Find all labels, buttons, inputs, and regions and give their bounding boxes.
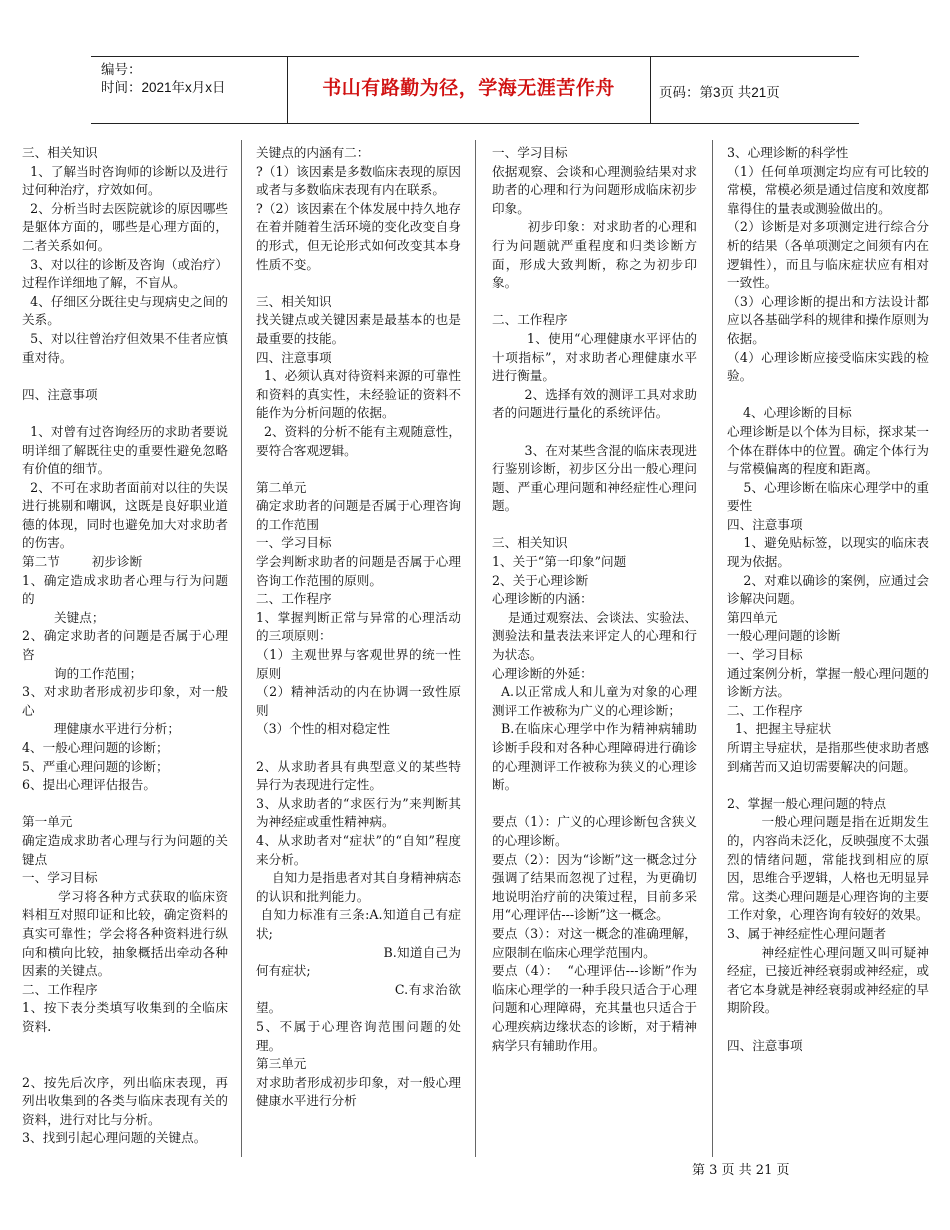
text-paragraph: 对求助者形成初步印象，对一般心理健康水平进行分析 bbox=[256, 1074, 461, 1109]
text-paragraph: 1、关于“第一印象”问题 bbox=[492, 554, 627, 570]
text-paragraph: 3、心理诊断的科学性 bbox=[727, 145, 849, 160]
text-paragraph: 第二节 初步诊断 bbox=[22, 554, 143, 570]
text-paragraph: 4、心理诊断的目标 bbox=[727, 405, 852, 421]
column-divider bbox=[712, 140, 713, 1157]
text-paragraph: 4、仔细区分既往史与现病史之间的关系。 bbox=[22, 293, 228, 328]
text-paragraph bbox=[727, 386, 929, 405]
text-paragraph: 2、分析当时去医院就诊的原因哪些是躯体方面的，哪些是心理方面的，二者关系如何。 bbox=[22, 200, 228, 253]
text-paragraph: 要点（3）：对这一概念的准确理解，应限制在临床心理学范围内。 bbox=[492, 925, 697, 960]
column-divider bbox=[241, 140, 242, 1157]
text-paragraph: 要点（4）： “心理评估---诊断”作为临床心理学的一种手段只适合于心理问题和心理障碍，充其量也只适合于心理疾病边缘状态的诊断，对于精神病学只有辅助作用。 bbox=[492, 963, 697, 1053]
text-paragraph: 2、选择有效的测评工具对求助者的问题进行量化的系统评估。 bbox=[492, 386, 697, 421]
text-paragraph: B.知道自己为何有症状; bbox=[256, 944, 461, 979]
text-paragraph: 三、相关知识 bbox=[256, 293, 332, 309]
text-paragraph bbox=[256, 274, 461, 293]
text-paragraph: （4）心理诊断应接受临床实践的检验。 bbox=[727, 349, 929, 384]
text-paragraph: 2、掌握一般心理问题的特点 bbox=[727, 795, 887, 811]
text-paragraph: 二、工作程序 bbox=[492, 312, 568, 328]
text-paragraph: 一、学习目标 bbox=[256, 535, 332, 551]
text-paragraph bbox=[256, 460, 461, 479]
text-paragraph: 1、必须认真对待资料来源的可靠性和资料的真实性，未经验证的资料不能作为分析问题的依据。 bbox=[256, 368, 461, 421]
text-paragraph: 1、按下表分类填写收集到的全临床资料. bbox=[22, 1000, 228, 1034]
text-paragraph bbox=[727, 776, 929, 795]
text-paragraph: 一般心理问题的诊断 bbox=[727, 628, 841, 644]
text-paragraph bbox=[22, 795, 228, 814]
page-header bbox=[91, 56, 859, 124]
text-paragraph: 是通过观察法、会谈法、实验法、测验法和量表法来评定人的心理和行为状态。 bbox=[492, 609, 697, 663]
text-paragraph bbox=[22, 367, 228, 386]
text-paragraph: 确定求助者的问题是否属于心理咨询的工作范围 bbox=[256, 498, 461, 532]
text-paragraph: 确定造成求助者心理与行为问题的关键点 bbox=[22, 832, 228, 867]
text-paragraph: 一、学习目标 bbox=[22, 870, 98, 886]
text-paragraph: 第二单元 bbox=[256, 479, 307, 495]
page-label: 页码：第3页 共21页 bbox=[659, 85, 780, 100]
text-paragraph: 二、工作程序 bbox=[727, 702, 803, 718]
text-paragraph: 关键点的内涵有二： bbox=[256, 145, 370, 160]
text-paragraph: 四、注意事项 bbox=[727, 516, 803, 532]
text-paragraph: 学习将各种方式获取的临床资料相互对照印证和比较，确定资料的真实可靠性；学会将各种资料进行纵向和横向比较，抽象概括出牵动各种因素的关键点。 bbox=[22, 888, 229, 979]
text-paragraph: 三、相关知识 bbox=[22, 145, 98, 160]
text-paragraph bbox=[22, 1037, 228, 1056]
header-meta bbox=[101, 61, 226, 97]
text-column-3 bbox=[492, 144, 697, 1055]
text-paragraph: 询的工作范围； bbox=[22, 665, 143, 681]
text-paragraph: 理健康水平进行分析； bbox=[22, 721, 180, 737]
text-paragraph: 1、掌握判断正常与异常的心理活动的三项原则： bbox=[256, 609, 461, 644]
text-paragraph: 要点（1）：广义的心理诊断包含狭义的心理诊断。 bbox=[492, 814, 697, 848]
header-divider bbox=[650, 57, 651, 123]
text-paragraph: 2、确定求助者的问题是否属于心理咨 bbox=[22, 628, 228, 663]
text-paragraph: 5、心理诊断在临床心理学中的重要性 bbox=[727, 479, 930, 514]
text-paragraph: 3、从求助者的“求医行为”来判断其为神经症或重性精神病。 bbox=[256, 795, 461, 830]
text-paragraph: 2、关于心理诊断 bbox=[492, 572, 589, 588]
text-paragraph: 2、资料的分析不能有主观随意性，要符合客观逻辑。 bbox=[256, 423, 461, 458]
text-paragraph: 1、了解当时咨询师的诊断以及进行过何种治疗，疗效如何。 bbox=[22, 163, 228, 198]
text-paragraph: （1）主观世界与客观世界的统一性原则 bbox=[256, 647, 461, 681]
text-paragraph: 1、避免贴标签，以现实的临床表现为依据。 bbox=[727, 535, 930, 570]
text-paragraph bbox=[22, 404, 228, 423]
text-column-4 bbox=[727, 144, 929, 1055]
text-paragraph: 一般心理问题是指在近期发生的，内容尚未泛化，反映强度不太强烈的情绪问题，常能找到相应的原因，思维合乎逻辑，人格也无明显异常。这类心理问题是心理咨询的主要工作对象，心理咨询有较好的效果。 bbox=[727, 814, 929, 923]
text-paragraph: 3、对求助者形成初步印象，对一般心 bbox=[22, 684, 228, 718]
text-paragraph: 找关键点或关键因素是最基本的也是最重要的技能。 bbox=[256, 312, 461, 346]
text-column-1 bbox=[22, 144, 228, 1148]
number-label: 编号： bbox=[101, 62, 142, 77]
text-paragraph: 3、对以往的诊断及咨询（或治疗）过程作详细地了解，不盲从。 bbox=[22, 256, 228, 291]
text-paragraph: 二、工作程序 bbox=[22, 981, 98, 997]
text-paragraph bbox=[492, 516, 697, 535]
text-paragraph bbox=[256, 739, 461, 758]
text-paragraph bbox=[492, 423, 697, 442]
text-paragraph: （3）心理诊断的提出和方法设计都应以各基础学科的规律和操作原则为依据。 bbox=[727, 293, 929, 346]
text-paragraph: C.有求治欲望。 bbox=[256, 981, 461, 1016]
text-paragraph: 心理诊断的外延： bbox=[492, 665, 593, 681]
text-paragraph: 依据观察、会谈和心理测验结果对求助者的心理和行为问题形成临床初步印象。 bbox=[492, 163, 697, 216]
time-label: 时间：2021年x月x日 bbox=[101, 80, 226, 95]
text-paragraph: 2、从求助者具有典型意义的某些特异行为表现进行定性。 bbox=[256, 758, 461, 793]
text-paragraph: 三、相关知识 bbox=[492, 535, 568, 551]
text-paragraph: 5、严重心理问题的诊断； bbox=[22, 758, 169, 774]
page-footer: 第 3 页 共 21 页 bbox=[692, 1163, 790, 1178]
text-paragraph: 3、属于神经症性心理问题者 bbox=[727, 925, 887, 941]
text-paragraph: 一、学习目标 bbox=[727, 647, 803, 663]
text-paragraph: 5、不属于心理咨询范围问题的处理。 bbox=[256, 1018, 461, 1053]
text-paragraph: 第三单元 bbox=[256, 1056, 307, 1072]
text-paragraph: 第四单元 bbox=[727, 609, 778, 625]
text-paragraph: 1、把握主导症状 bbox=[727, 721, 832, 737]
text-paragraph: 一、学习目标 bbox=[492, 145, 568, 160]
text-paragraph: （3）个性的相对稳定性 bbox=[256, 721, 390, 737]
text-paragraph bbox=[22, 1055, 228, 1074]
text-paragraph bbox=[492, 293, 697, 312]
text-paragraph: 所谓主导症状，是指那些使求助者感到痛苦而又迫切需要解决的问题。 bbox=[727, 740, 929, 774]
text-paragraph: ?（2）该因素在个体发展中持久地存在着并随着生活环境的变化改变自身的形式，但无论形式如何改变其本身性质不变。 bbox=[256, 200, 461, 272]
text-paragraph: 四、注意事项 bbox=[256, 349, 332, 365]
text-paragraph: 心理诊断是以个体为目标，探求某一个体在群体中的位置。确定个体行为与常模偏离的程度和距离。 bbox=[727, 423, 929, 477]
text-paragraph: 神经症性心理问题又叫可疑神经症，已接近神经衰弱或神经症，或者它本身就是神经衰弱或神经症的早期阶段。 bbox=[727, 944, 929, 1016]
text-paragraph: 自知力标准有三条:A.知道自己有症状; bbox=[256, 907, 461, 941]
motto: 书山有路勤为径，学海无涯苦作舟 bbox=[322, 77, 615, 99]
text-paragraph: （1）任何单项测定均应有可比较的常模，常模必须是通过信度和效度都靠得住的量表或测验做出的。 bbox=[727, 163, 929, 216]
text-paragraph: ?（1）该因素是多数临床表现的原因或者与多数临床表现有内在联系。 bbox=[256, 163, 461, 198]
text-paragraph: 第一单元 bbox=[22, 814, 73, 830]
text-paragraph: 心理诊断的内涵： bbox=[492, 591, 593, 607]
column-divider bbox=[475, 140, 476, 1157]
text-paragraph: 关键点； bbox=[22, 609, 105, 625]
text-paragraph: 3、在对某些含混的临床表现进行鉴别诊断，初步区分出一般心理问题、严重心理问题和神经症性心理问题。 bbox=[492, 442, 697, 514]
text-paragraph: 4、从求助者对“症状”的“自知”程度来分析。 bbox=[256, 832, 461, 867]
text-paragraph: 二、工作程序 bbox=[256, 591, 332, 607]
text-paragraph: 通过案例分析，掌握一般心理问题的诊断方法。 bbox=[727, 665, 929, 700]
text-paragraph: 5、对以往曾治疗但效果不佳者应慎重对待。 bbox=[22, 330, 228, 365]
text-paragraph: 初步印象：对求助者的心理和行为问题就严重程度和归类诊断方面，形成大致判断，称之为初步印象。 bbox=[492, 219, 698, 291]
text-paragraph: 2、不可在求助者面前对以往的失误进行挑剔和嘲讽，这既是良好职业道德的体现，同时也避免加大对求助者的伤害。 bbox=[22, 479, 228, 551]
text-paragraph: 四、注意事项 bbox=[22, 386, 98, 402]
text-paragraph: 2、按先后次序，列出临床表现，再列出收集到的各类与临床表现有关的资料，进行对比与分析。 bbox=[22, 1074, 228, 1127]
text-paragraph: A.以正常成人和儿童为对象的心理测评工作被称为广义的心理诊断； bbox=[492, 684, 697, 718]
text-paragraph: 2、对难以确诊的案例，应通过会诊解决问题。 bbox=[727, 572, 930, 607]
text-paragraph bbox=[727, 1018, 929, 1037]
text-paragraph: 1、确定造成求助者心理与行为问题的 bbox=[22, 572, 228, 607]
text-column-2 bbox=[256, 144, 461, 1111]
text-paragraph: 3、找到引起心理问题的关键点。 bbox=[22, 1130, 207, 1146]
text-paragraph: （2）精神活动的内在协调一致性原则 bbox=[256, 684, 461, 718]
text-paragraph: 自知力是指患者对其自身精神病态的认识和批判能力。 bbox=[256, 870, 461, 904]
text-paragraph bbox=[492, 795, 697, 814]
text-paragraph: B.在临床心理学中作为精神病辅助诊断手段和对各种心理障碍进行确诊的心理测评工作被称为狭义的心理诊断。 bbox=[492, 721, 697, 793]
text-paragraph: 四、注意事项 bbox=[727, 1037, 803, 1053]
text-paragraph: （2）诊断是对多项测定进行综合分析的结果（各单项测定之间须有内在逻辑性），而且与临床症状应有相对一致性。 bbox=[727, 219, 929, 291]
text-paragraph: 6、提出心理评估报告。 bbox=[22, 777, 156, 793]
text-paragraph: 1、使用“心理健康水平评估的十项指标”，对求助者心理健康水平进行衡量。 bbox=[492, 330, 697, 384]
text-paragraph: 学会判断求助者的问题是否属于心理咨询工作范围的原则。 bbox=[256, 554, 461, 588]
text-paragraph: 1、对曾有过咨询经历的求助者要说明详细了解既往史的重要性避免忽略有价值的细节。 bbox=[22, 423, 228, 477]
text-paragraph: 要点（2）：因为“诊断”这一概念过分强调了结果而忽视了过程，为更确切地说明治疗前的决策过程，目前多采用“心理评估---诊断”这一概念。 bbox=[492, 851, 697, 923]
text-paragraph: 4、一般心理问题的诊断； bbox=[22, 740, 169, 755]
